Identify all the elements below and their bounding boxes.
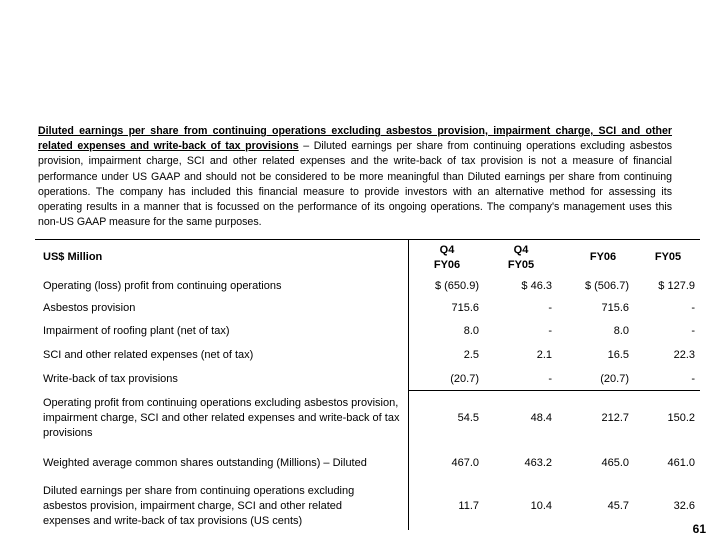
table-cell: 2.5 bbox=[463, 349, 479, 361]
table-cell: 715.6 bbox=[451, 302, 479, 314]
table-cell: 11.7 bbox=[458, 500, 479, 512]
table-cell: (20.7) bbox=[600, 373, 629, 385]
row-label-operating-profit-adjusted: Operating profit from continuing operations excluding asbestos provision, impairment charge, SCI and other related expenses and write-back of tax provisions bbox=[43, 397, 400, 439]
table-cell: 463.2 bbox=[524, 457, 552, 469]
table-cell: - bbox=[691, 373, 695, 385]
table-cell: $ 46.3 bbox=[521, 280, 552, 292]
table-divider bbox=[408, 239, 409, 530]
col-header-q4-fy06: Q4 FY06 bbox=[433, 244, 461, 271]
row-label-asbestos: Asbestos provision bbox=[43, 302, 136, 314]
table-cell: 715.6 bbox=[601, 302, 629, 314]
table-cell: 45.7 bbox=[607, 500, 629, 512]
table-cell: 2.1 bbox=[536, 349, 552, 361]
table-cell: 461.0 bbox=[667, 457, 695, 469]
table-cell: 8.0 bbox=[613, 325, 629, 337]
table-cell: 150.2 bbox=[667, 412, 695, 424]
row-label-impairment: Impairment of roofing plant (net of tax) bbox=[43, 325, 230, 337]
table-cell: (20.7) bbox=[450, 373, 479, 385]
table-cell: 16.5 bbox=[607, 349, 629, 361]
row-label-diluted-eps: Diluted earnings per share from continuing operations excluding asbestos provision, impairment charge, SCI and other related expenses and write-back of tax provisions (US cents) bbox=[43, 485, 355, 527]
table-cell: - bbox=[691, 325, 695, 337]
intro-title: Diluted earnings per share from continuing operations excluding asbestos provision, impairment charge, SCI and other related expenses and write-back of tax provisions bbox=[38, 125, 672, 153]
table-cell: - bbox=[548, 302, 552, 314]
table-cell: 465.0 bbox=[601, 457, 629, 469]
col-header-fy05: FY05 bbox=[654, 251, 682, 263]
row-label-tax-writeback: Write-back of tax provisions bbox=[43, 373, 178, 385]
unit-label: US$ Million bbox=[43, 251, 103, 263]
col-header-q4-fy05: Q4 FY05 bbox=[507, 244, 535, 271]
table-cell: $ (506.7) bbox=[584, 280, 629, 292]
table-cell: - bbox=[691, 302, 695, 314]
intro-body: – Diluted earnings per share from continuing operations excluding asbestos provision, impairment charge, SCI and other related expenses and the write-back of tax provision is not a measure of financial performance under US GAAP and should not be considered to be more meaningful than Diluted earnings per share from continuing operations. The company has included this financial measure to provide investors with an alternative method for assessing its operating results in a manner that is focussed on the performance of its ongoing operations. The company's management uses this non-US GAAP measure for the same purposes. bbox=[38, 140, 672, 229]
table-cell: 467.0 bbox=[451, 457, 479, 469]
table-cell: $ (650.9) bbox=[434, 280, 479, 292]
table-cell: 212.7 bbox=[601, 412, 629, 424]
col-header-fy06: FY06 bbox=[589, 251, 617, 263]
row-label-sci: SCI and other related expenses (net of tax) bbox=[43, 349, 254, 361]
row-label-weighted-shares: Weighted average common shares outstanding (Millions) – Diluted bbox=[43, 457, 367, 469]
table-cell: 8.0 bbox=[463, 325, 479, 337]
row-label-operating-profit: Operating (loss) profit from continuing operations bbox=[43, 280, 282, 292]
page-number: 61 bbox=[692, 522, 706, 536]
table-cell: 22.3 bbox=[673, 349, 695, 361]
table-cell: - bbox=[548, 325, 552, 337]
table-cell: $ 127.9 bbox=[658, 280, 695, 292]
subtotal-rule bbox=[408, 390, 700, 391]
table-cell: 32.6 bbox=[673, 500, 695, 512]
table-cell: 54.5 bbox=[457, 412, 479, 424]
table-cell: 48.4 bbox=[530, 412, 552, 424]
table-top-rule bbox=[35, 239, 700, 240]
table-cell: 10.4 bbox=[530, 500, 552, 512]
table-cell: - bbox=[548, 373, 552, 385]
intro-paragraph bbox=[38, 124, 672, 230]
